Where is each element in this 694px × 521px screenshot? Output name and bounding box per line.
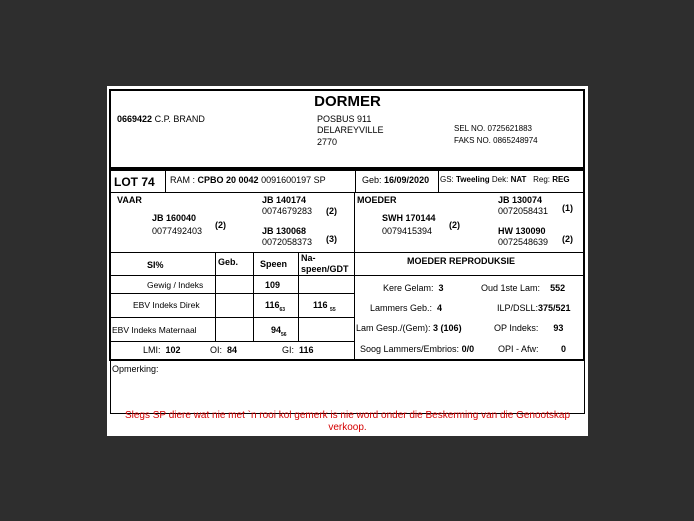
lammers-value: 4 — [437, 303, 443, 313]
row-maternaal-speen-sub: 56 — [281, 331, 287, 338]
address-line-3: 2770 — [317, 137, 338, 147]
oi-value: 84 — [227, 345, 238, 355]
si-header: SI% — [147, 260, 164, 270]
granddam-2-count: (2) — [562, 234, 573, 244]
ram-id: CPBO 20 0042 — [197, 175, 259, 185]
grandsire-1-count: (2) — [326, 206, 337, 216]
opi-value: 0 — [561, 344, 567, 354]
oi — [210, 345, 237, 355]
gs-label: GS: — [440, 175, 454, 184]
row-maternaal-speen-value: 94 — [271, 325, 282, 335]
row-direk-speen-sub: 63 — [279, 306, 286, 313]
row-gewig-label: Gewig / Indeks — [147, 280, 204, 290]
ram-label: RAM : — [170, 175, 196, 185]
ram-code: SP — [313, 175, 326, 185]
oud-value: 552 — [550, 283, 566, 293]
row-maternaal-label: EBV Indeks Maternaal — [112, 325, 197, 335]
gesp-label: Lam Gesp./(Gem): — [356, 323, 431, 333]
ram-number: 0091600197 — [261, 175, 312, 185]
si-row-divider-3 — [109, 317, 354, 318]
si-row-divider-4 — [109, 341, 354, 342]
pedigree-divider — [354, 192, 355, 360]
opi-label: OPI - Afw: — [498, 344, 539, 354]
row-gewig-speen: 109 — [265, 280, 281, 290]
soog-value: 0/0 — [461, 344, 475, 354]
lmi — [143, 345, 181, 355]
address-line-2: DELAREYVILLE — [317, 125, 384, 135]
ram-cell-divider — [355, 170, 356, 192]
owner — [117, 114, 205, 124]
grandsire-1-id: JB 140174 — [262, 195, 307, 205]
row-direk-label: EBV Indeks Direk — [133, 300, 200, 310]
dam-count: (2) — [449, 220, 460, 230]
dek-label: Dek: — [491, 175, 509, 184]
granddam-1-count: (1) — [562, 203, 573, 213]
kere-value: 3 — [438, 283, 444, 293]
sire-id: JB 160040 — [152, 213, 197, 223]
ilp-label: ILP/DSLL: — [497, 303, 539, 313]
si-col-divider-3 — [298, 252, 299, 341]
grandsire-1-number: 0074679283 — [262, 206, 313, 216]
fax — [454, 136, 538, 145]
grandsire-2-count: (3) — [326, 234, 337, 244]
dek-value: NAT — [510, 175, 527, 184]
op-value: 93 — [553, 323, 564, 333]
lot-number: LOT 74 — [114, 175, 155, 189]
row-maternaal-speen — [271, 325, 287, 338]
remarks-box — [110, 360, 585, 414]
repro-lammers — [370, 303, 442, 313]
oud-label: Oud 1ste Lam: — [481, 283, 541, 293]
repro-kere — [383, 283, 444, 293]
grandsire-2-number: 0072058373 — [262, 237, 313, 247]
ram-info — [170, 175, 326, 185]
lot-codes — [440, 175, 570, 184]
lmi-value: 102 — [165, 345, 181, 355]
sale-card — [107, 86, 588, 436]
lmi-label: LMI: — [143, 345, 161, 355]
owner-code: 0669422 — [117, 114, 153, 124]
lot-row-divider — [109, 192, 585, 193]
oi-label: OI: — [210, 345, 223, 355]
repro-soog — [360, 344, 474, 354]
address-line-1: POSBUS 911 — [317, 114, 372, 124]
granddam-2-id: HW 130090 — [498, 226, 546, 236]
row-direk-naspeen-value: 116 — [313, 300, 328, 310]
row-direk-speen-value: 116 — [265, 300, 280, 310]
gesp-value: 3 (106) — [433, 323, 462, 333]
gs-value: Tweeling — [456, 175, 490, 184]
naspeen-header: Na-speen/GDT — [301, 253, 349, 274]
si-row-divider-2 — [109, 293, 354, 294]
birth-label: Geb: — [362, 175, 382, 185]
fax-label: FAKS NO. — [454, 136, 491, 145]
speen-header: Speen — [260, 259, 288, 269]
si-row-divider-1 — [109, 275, 354, 276]
gi-label: GI: — [282, 345, 295, 355]
repro-oud — [481, 283, 565, 293]
phone — [454, 124, 532, 133]
phone-label: SEL NO. — [454, 124, 486, 133]
gi-value: 116 — [299, 345, 314, 355]
footer-note: Slegs SP diere wat nie met `n rooi kol gemerk is nie word onder die Beskerming van die Genootskap verkoop. — [124, 410, 571, 433]
ilp-value: 375/521 — [538, 303, 571, 313]
sire-count: (2) — [215, 220, 226, 230]
repro-ilp — [497, 303, 571, 313]
repro-heading-divider — [354, 275, 585, 276]
gi — [282, 345, 314, 355]
granddam-1-id: JB 130074 — [498, 195, 543, 205]
breed-title: DORMER — [314, 93, 381, 110]
fax-number: 0865248974 — [493, 136, 538, 145]
granddam-2-number: 0072548639 — [498, 237, 549, 247]
sire-number: 0077492403 — [152, 226, 203, 236]
row-direk-naspeen — [313, 300, 336, 313]
granddam-1-number: 0072058431 — [498, 206, 549, 216]
kere-label: Kere Gelam: — [383, 283, 434, 293]
si-col-divider-1 — [215, 252, 216, 341]
reg-label: Reg: — [533, 175, 551, 184]
lammers-label: Lammers Geb.: — [370, 303, 433, 313]
soog-label: Soog Lammers/Embrios: — [360, 344, 460, 354]
dam-heading: MOEDER — [357, 195, 397, 205]
repro-heading: MOEDER REPRODUKSIE — [407, 256, 516, 266]
row-direk-naspeen-sub: 55 — [330, 306, 336, 313]
repro-gesp — [356, 323, 462, 333]
op-label: OP Indeks: — [494, 323, 539, 333]
geb-header: Geb. — [218, 257, 239, 267]
birth-value: 16/09/2020 — [384, 175, 430, 185]
sire-heading: VAAR — [117, 195, 142, 205]
birth-date — [362, 175, 429, 185]
phone-number: 0725621883 — [487, 124, 533, 133]
dam-id: SWH 170144 — [382, 213, 436, 223]
remarks-label: Opmerking: — [112, 364, 159, 374]
lot-cell-divider — [165, 170, 166, 192]
grandsire-2-id: JB 130068 — [262, 226, 307, 236]
repro-opi — [498, 344, 566, 354]
owner-name: C.P. BRAND — [154, 114, 205, 124]
row-direk-speen — [265, 300, 285, 313]
dam-number: 0079415394 — [382, 226, 433, 236]
geb-cell-divider — [438, 170, 439, 192]
reg-value: REG — [552, 175, 570, 184]
si-col-divider-2 — [253, 252, 254, 341]
repro-op — [494, 323, 563, 333]
